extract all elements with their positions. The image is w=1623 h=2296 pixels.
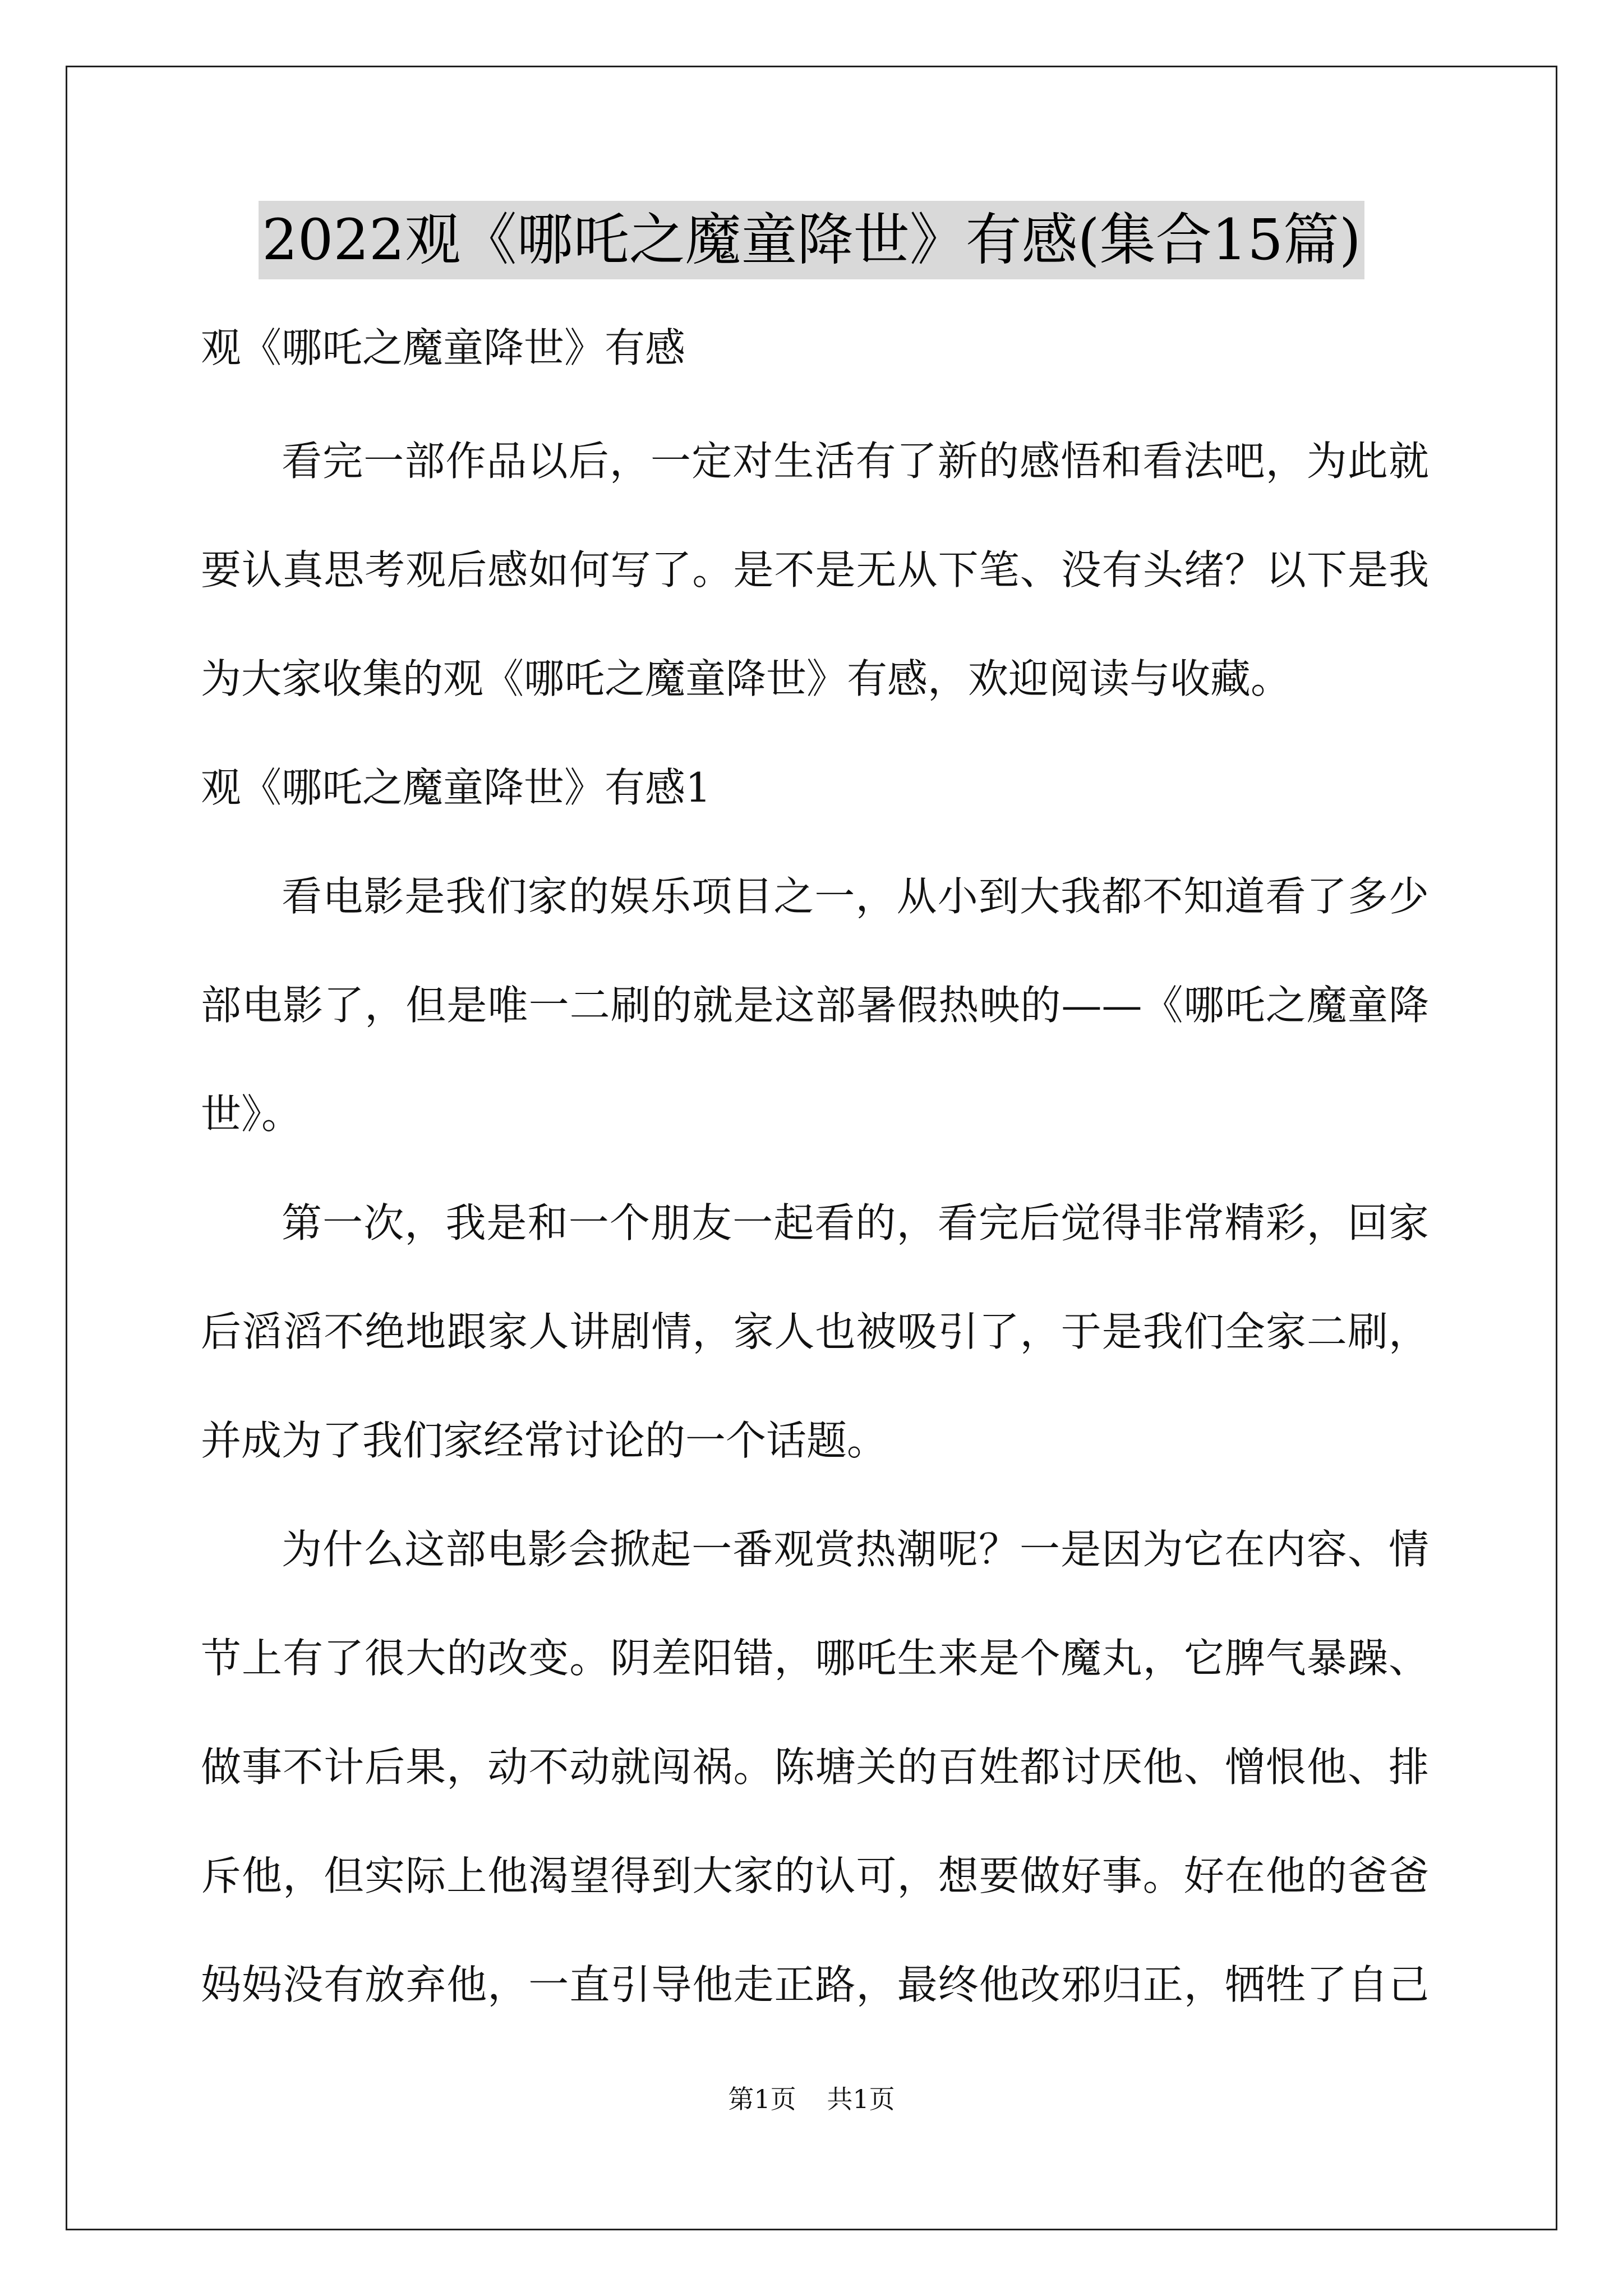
paragraph-line: 妈妈没有放弃他，一直引导他走正路，最终他改邪归正，牺牲了自己 (201, 1961, 1429, 2008)
paragraph-line: 为什么这部电影会掀起一番观赏热潮呢？一是因为它在内容、情 (282, 1526, 1429, 1573)
paragraph-line: 世》。 (201, 1091, 302, 1138)
page-footer (0, 2082, 1623, 2116)
page-number: 第1页 (728, 2084, 796, 2114)
title-container (0, 201, 1623, 279)
paragraph-line: 看完一部作品以后，一定对生活有了新的感悟和看法吧，为此就 (282, 438, 1429, 485)
paragraph-line: 第一次，我是和一个朋友一起看的，看完后觉得非常精彩，回家 (282, 1199, 1429, 1246)
paragraph-line: 看电影是我们家的娱乐项目之一，从小到大我都不知道看了多少 (282, 873, 1429, 920)
paragraph-line: 为大家收集的观《哪吒之魔童降世》有感，欢迎阅读与收藏。 (201, 655, 1292, 702)
paragraph-line: 斥他，但实际上他渴望得到大家的认可，想要做好事。好在他的爸爸 (201, 1852, 1429, 1899)
section-heading: 观《哪吒之魔童降世》有感 (201, 324, 686, 371)
paragraph-line: 节上有了很大的改变。阴差阳错，哪吒生来是个魔丸，它脾气暴躁、 (201, 1635, 1429, 1682)
section-heading: 观《哪吒之魔童降世》有感1 (201, 764, 711, 811)
paragraph-line: 要认真思考观后感如何写了。是不是无从下笔、没有头绪？以下是我 (201, 546, 1429, 593)
paragraph-line: 做事不计后果，动不动就闯祸。陈塘关的百姓都讨厌他、憎恨他、排 (201, 1743, 1429, 1791)
page-border (66, 66, 1557, 2230)
document-title: 2022观《哪吒之魔童降世》有感(集合15篇) (259, 201, 1364, 279)
paragraph-line: 部电影了，但是唯一二刷的就是这部暑假热映的——《哪吒之魔童降 (201, 982, 1429, 1029)
paragraph-line: 并成为了我们家经常讨论的一个话题。 (201, 1417, 888, 1464)
paragraph-line: 后滔滔不绝地跟家人讲剧情，家人也被吸引了，于是我们全家二刷， (201, 1308, 1429, 1355)
page-total: 共1页 (827, 2084, 895, 2114)
